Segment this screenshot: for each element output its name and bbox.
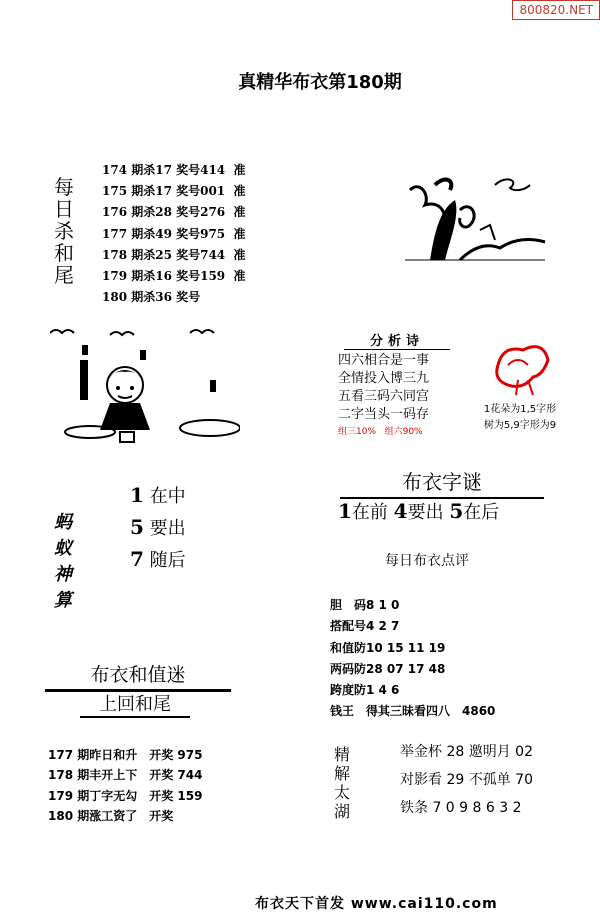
list-item (102, 224, 246, 245)
list-item: 180 期涨工资了 开奖 (48, 808, 174, 823)
kill-text: 180 期杀36 奖号 (102, 290, 201, 305)
list-item (130, 544, 186, 576)
ant-label (52, 510, 74, 614)
riddle-word: 在后 (463, 502, 500, 523)
ant-label-text: 蚂蚁神算 (54, 512, 72, 611)
kill-text: 178 期杀25 奖号744 (102, 247, 226, 262)
list-item: 胆 码8 1 0 (330, 598, 400, 612)
list-item (102, 287, 246, 308)
list-item (102, 266, 246, 287)
list-item: 铁条 7 0 9 8 6 3 2 (400, 800, 522, 816)
poem-title: 分析诗 (344, 330, 450, 350)
kill-text: 179 期杀16 奖号159 (102, 269, 226, 284)
ant-num: 5 (130, 515, 144, 539)
hezhi-lines (48, 745, 202, 826)
kill-mark: 准 (233, 163, 246, 177)
list-item: 和值防10 15 11 19 (330, 640, 446, 655)
list-item: 两码防28 07 17 48 (330, 661, 446, 676)
list-item (102, 181, 246, 202)
kill-text: 176 期杀28 奖号276 (102, 205, 226, 220)
list-item (130, 512, 186, 544)
ant-text: 随后 (149, 550, 186, 571)
poem-line: 四六相合是一事 (338, 353, 430, 368)
riddle-word: 要出 (407, 502, 444, 523)
riddle-word: 在前 (351, 502, 388, 523)
riddle-num: 4 (393, 499, 408, 523)
hezhi-title: 布衣和值迷 (45, 660, 231, 692)
kill-text: 177 期杀49 奖号975 (102, 226, 226, 241)
riddle-num: 1 (338, 499, 352, 523)
list-item (102, 202, 246, 223)
kill-text: 175 期杀17 奖号001 (102, 184, 226, 199)
jing-label (330, 745, 354, 821)
list-item (130, 480, 186, 512)
analysis-poem (338, 330, 456, 437)
list-item: 177 期昨日和升 开奖 975 (48, 748, 203, 762)
riddle-title: 布衣字谜 (340, 466, 544, 499)
footer-link[interactable]: 布衣天下首发 www.cai110.com (255, 896, 498, 912)
kill-mark: 准 (233, 205, 246, 220)
daily-kill-label (52, 176, 76, 286)
review-lines (330, 595, 495, 723)
ant-text: 在中 (149, 486, 186, 507)
flower-line: 1花朵为1,5字形 (483, 404, 557, 415)
daily-kill-list (102, 160, 246, 308)
kill-mark: 准 (233, 226, 246, 241)
list-item (102, 160, 246, 181)
list-item: 举金杯 28 邀明月 02 (400, 744, 533, 760)
list-item: 179 期丁字无勾 开奖 159 (48, 788, 203, 803)
ant-text: 要出 (149, 518, 186, 539)
list-item: 搭配号4 2 7 (330, 619, 400, 634)
site-badge[interactable]: 800820.NET (512, 0, 600, 20)
list-item: 跨度防1 4 6 (330, 683, 400, 698)
poem-red-note: 组六90% (384, 427, 423, 437)
riddle-num: 5 (449, 499, 464, 523)
review-title: 每日布衣点评 (385, 553, 469, 569)
red-ox-illustration (488, 335, 558, 400)
list-item (102, 245, 246, 266)
list-item: 178 期丰开上下 开奖 744 (48, 768, 203, 783)
flower-line: 树为5,9字形为9 (483, 420, 557, 431)
kill-mark: 准 (233, 247, 246, 262)
page-title: 真精华布衣第180期 (238, 72, 402, 93)
daily-kill-label-text: 每日杀和尾 (54, 175, 74, 287)
ant-num: 7 (130, 547, 144, 571)
flower-notes (470, 402, 570, 434)
poem-red-notes (338, 424, 456, 437)
poem-red-note: 组三10% (338, 427, 377, 437)
ant-lines (130, 480, 186, 576)
kill-mark: 准 (233, 184, 246, 199)
riddle-text (338, 498, 499, 524)
ant-num: 1 (130, 483, 144, 507)
poem-line: 二字当头一码存 (338, 407, 430, 422)
kill-mark: 准 (233, 269, 246, 284)
jing-lines (400, 738, 533, 822)
poem-line: 五看三码六同宫 (338, 389, 430, 404)
kill-text: 174 期杀17 奖号414 (102, 163, 226, 177)
hezhi-subtitle: 上回和尾 (80, 690, 190, 718)
jing-label-text: 精解太湖 (333, 745, 350, 821)
cartoon-illustration (60, 340, 240, 450)
list-item: 对影看 29 不孤单 70 (400, 772, 533, 788)
list-item: 钱王 得其三昧看四八 4860 (330, 704, 496, 719)
crane-illustration (400, 170, 550, 270)
poem-line: 全情投入博三九 (338, 371, 430, 386)
